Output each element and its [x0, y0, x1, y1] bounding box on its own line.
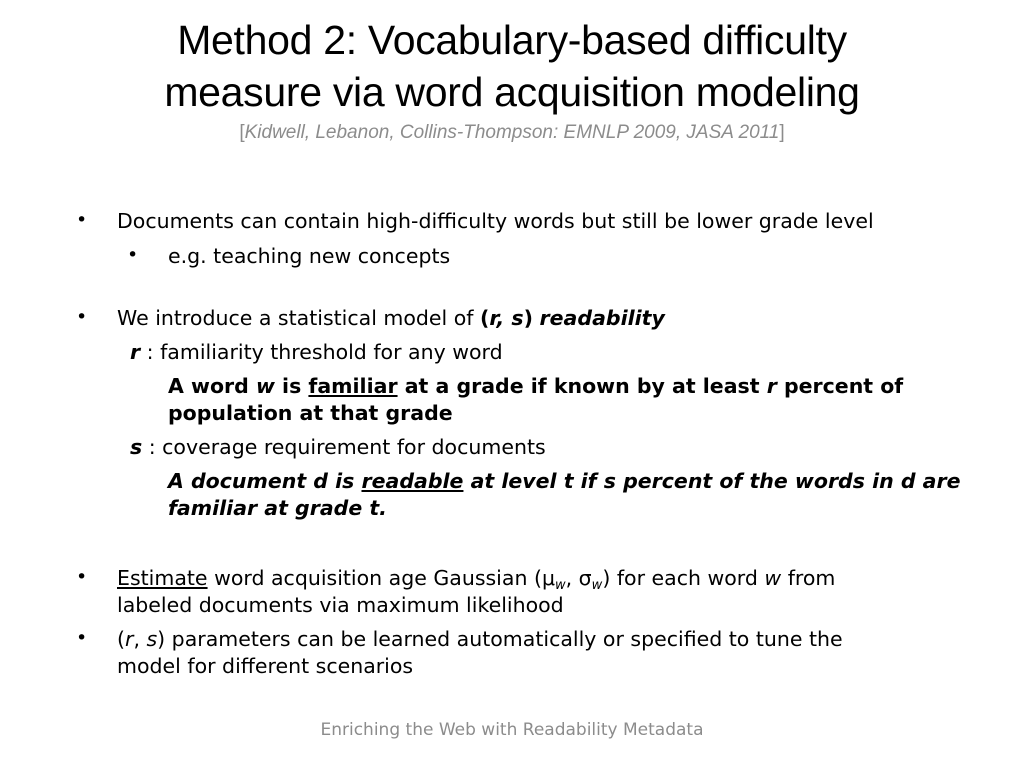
bullet-4-line-1 [117, 625, 843, 653]
bullet-4-r: r [125, 627, 134, 651]
bullet-dot: • [76, 566, 88, 588]
s-symbol: s [130, 435, 143, 459]
bullet-3-p4: from [781, 566, 836, 590]
r-detail-p1: A word [168, 374, 256, 398]
bullet-4-line-2: model for different scenarios [117, 654, 414, 678]
bullet-2-prefix: We introduce a statistical model of [117, 306, 481, 330]
bullet-2-paren-close: ) [523, 306, 534, 330]
slide-footer: Enriching the Web with Readability Metadata [320, 720, 704, 740]
r-symbol: r [130, 340, 141, 364]
citation-close-bracket: ] [779, 122, 785, 143]
citation-text: Kidwell, Lebanon, Collins-Thompson: EMNLP 2009, JASA 2011 [244, 122, 780, 143]
r-detail-p4: percent of [776, 374, 904, 398]
s-detail-p2: at level t if s percent of the words in d are [463, 469, 961, 493]
r-detail-p3: at a grade if known by at least [397, 374, 767, 398]
r-detail-line-2: population at that grade [168, 401, 453, 425]
s-definition-text: : coverage requirement for documents [142, 435, 546, 459]
bullet-dot: • [76, 306, 88, 328]
slide-title [0, 14, 1024, 118]
bullet-3-w: w [764, 566, 782, 590]
bullet-3-p1: word acquisition age Gaussian (μ [207, 566, 555, 590]
bullet-dot: • [76, 209, 88, 231]
bullet-4-p3: ) parameters can be learned automatically or specified to tune the [157, 627, 843, 651]
r-detail-p2: is [274, 374, 309, 398]
s-detail-line-1 [168, 467, 961, 495]
bullet-3-p3: ) for each word [602, 566, 765, 590]
sigma-subscript: w [591, 578, 603, 593]
bullet-3-p2: , σ [565, 566, 592, 590]
r-definition [130, 338, 503, 366]
citation-open-bracket: [ [239, 122, 245, 143]
r-detail-line-1 [168, 372, 903, 400]
r-detail-w: w [255, 374, 275, 398]
r-definition-text: : familiarity threshold for any word [140, 340, 503, 364]
bullet-4-p1: ( [117, 627, 125, 651]
bullet-1-text: Documents can contain high-difficulty words but still be lower grade level [117, 209, 874, 233]
mu-subscript: w [555, 578, 566, 593]
bullet-4-s: s [146, 627, 158, 651]
bullet-3-line-1 [117, 564, 835, 592]
bullet-2-text [117, 304, 665, 332]
bullet-2-paren-open: ( [480, 306, 490, 330]
citation [0, 122, 1024, 144]
r-detail-r: r [766, 374, 777, 398]
slide-title-line-1: Method 2: Vocabulary-based difficulty [177, 17, 847, 63]
sub-bullet-dot: • [127, 244, 139, 266]
bullet-dot: • [76, 627, 88, 649]
slide-title-line-2: measure via word acquisition modeling [164, 69, 860, 115]
s-detail-line-2: familiar at grade t. [168, 496, 387, 520]
readable-term: readable [361, 469, 464, 493]
s-definition [130, 433, 546, 461]
estimate-term: Estimate [117, 566, 208, 590]
familiar-term: familiar [308, 374, 398, 398]
bullet-3-line-2: labeled documents via maximum likelihood [117, 593, 564, 617]
bullet-2-rs: r, s [489, 306, 524, 330]
bullet-2-term: readability [539, 306, 665, 330]
bullet-4-p2: , [133, 627, 147, 651]
bullet-1-sub-text: e.g. teaching new concepts [168, 244, 451, 268]
s-detail-p1: A document d is [168, 469, 362, 493]
